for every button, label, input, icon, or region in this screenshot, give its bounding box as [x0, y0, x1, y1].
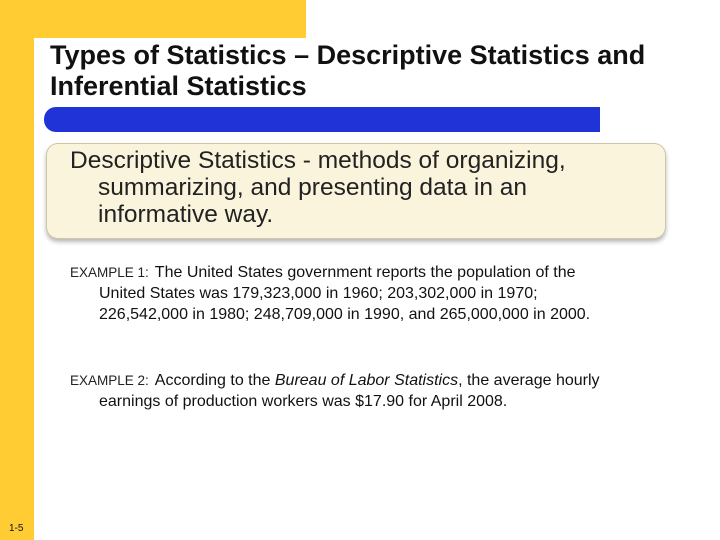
example-1: [70, 262, 695, 325]
example-1-line-2: United States was 179,323,000 in 1960; 203,302,000 in 1970;: [99, 285, 538, 302]
definition-line-3: informative way.: [98, 201, 274, 228]
left-accent-bar: [0, 0, 34, 540]
example-2-source-name: Bureau of Labor Statistics: [274, 372, 459, 389]
example-2-line-1: [70, 370, 695, 391]
example-1-line-3: 226,542,000 in 1980; 248,709,000 in 1990, and 265,000,000 in 2000.: [99, 306, 591, 323]
example-1-line-1: [70, 262, 695, 283]
title-line-2: Inferential Statistics: [50, 71, 307, 101]
example-2-label: EXAMPLE 2:: [70, 373, 149, 388]
definition-line-1: Descriptive Statistics - methods of organizing,: [70, 147, 566, 174]
example-1-text-1: The United States government reports the population of the: [154, 264, 576, 281]
title-underline-bar: [44, 107, 600, 132]
example-2-text-pre: According to the: [154, 372, 275, 389]
slide-title: [50, 40, 690, 102]
example-2-line-2: earnings of production workers was $17.90 for April 2008.: [99, 393, 508, 410]
title-line-1: Types of Statistics – Descriptive Statistics and: [50, 40, 646, 70]
definition-line-2: summarizing, and presenting data in an: [98, 174, 528, 201]
definition-text: [70, 147, 670, 228]
top-accent-block: [0, 0, 306, 38]
example-2-text-post: , the average hourly: [458, 372, 600, 389]
example-2: [70, 370, 695, 412]
page-number: 1-5: [9, 523, 24, 534]
example-1-label: EXAMPLE 1:: [70, 265, 149, 280]
